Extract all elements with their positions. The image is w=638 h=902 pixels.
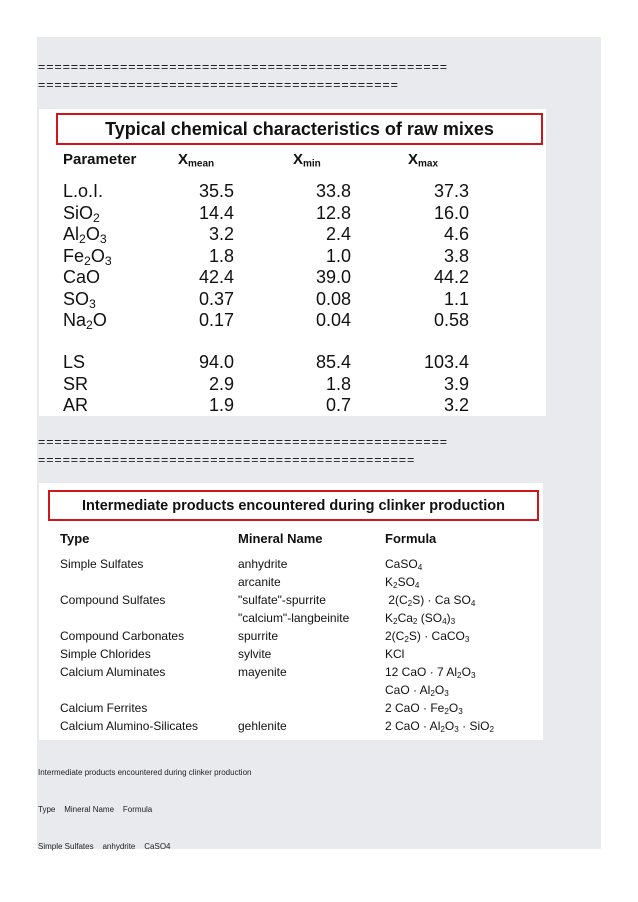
mean-value-cell: 42.4 [198,267,234,287]
header-x-min: $X_{min}$ [293,151,321,170]
max-value-cell: 0.58 [433,310,469,330]
header-parameter: Parameter [63,151,137,168]
header-type: Type [60,531,90,546]
parameter-cell: SR [63,374,89,394]
separator-line: ============================================== [38,453,416,467]
formula-cell: $2(C_2S) \cdot Ca$ $SO_4$ [385,593,476,609]
min-value-cell: 1.0 [325,246,351,266]
mean-value-cell: 1.8 [208,246,234,266]
mean-value-cell: 94.0 [198,352,234,372]
header-x-max: $X_{max}$ [408,151,439,170]
parameter-cell: LS [63,352,86,372]
max-value-cell: 16.0 [433,203,469,223]
document-page [37,37,601,849]
header-formula: Formula [385,531,437,546]
min-value-cell: 12.8 [315,203,351,223]
min-value-cell: 85.4 [315,352,351,372]
min-value-cell: 0.08 [315,289,351,309]
mean-value-cell: 3.2 [208,224,234,244]
intermediate-products-table-title: Intermediate products encountered during clinker production [48,490,539,521]
formula-cell: $K_2Ca_2$ $(SO_4)_3$ [385,611,456,627]
formula-cell: CaO · $Al_2O_3$ [385,683,449,699]
max-value-cell: 44.2 [433,267,469,287]
separator-line: ================================================== [38,435,448,449]
text-line: Intermediate products encountered during clinker production [38,768,252,777]
type-cell: Simple Chlorides [60,647,151,661]
mean-value-cell: 35.5 [198,181,234,201]
parameter-cell: $SO_3$ [63,289,96,312]
min-value-cell: 1.8 [325,374,351,394]
min-value-cell: 2.4 [325,224,351,244]
min-value-cell: 0.7 [325,395,351,415]
parameter-cell: $Fe_2O_3$ [63,246,112,269]
min-value-cell: 39.0 [315,267,351,287]
parameter-cell: L.o.I. [63,181,104,201]
raw-mix-table-image [39,109,546,416]
mineral-cell: spurrite [238,629,279,643]
text-line: Simple Sulfates anhydrite CaSO4 [38,842,171,851]
mean-value-cell: 2.9 [208,374,234,394]
mean-value-cell: 14.4 [198,203,234,223]
parameter-cell: AR [63,395,89,415]
formula-cell: 2 CaO · $Al_2O_3 \cdot SiO_2$ [385,719,495,735]
formula-cell: KCl [385,647,405,661]
type-cell: Compound Carbonates [60,629,185,643]
max-value-cell: 4.6 [443,224,469,244]
mineral-cell: arcanite [238,575,281,589]
formula-cell: $2(C_2S)$ · CaCO$_3$ [385,629,470,645]
intermediate-products-table-image [39,483,543,740]
type-cell: Compound Sulfates [60,593,166,607]
formula-cell: $K_2SO_4$ [385,575,420,591]
type-cell: Calcium Alumino-Silicates [60,719,199,733]
mineral-cell: anhydrite [238,557,288,571]
mean-value-cell: 0.37 [198,289,234,309]
parameter-cell: $Al_2O_3$ [63,224,107,247]
mineral-cell: gehlenite [238,719,287,733]
separator-line: ================================================== [38,60,448,74]
min-value-cell: 33.8 [315,181,351,201]
mean-value-cell: 0.17 [198,310,234,330]
mineral-cell: mayenite [238,665,287,679]
header-x-mean: $X_{mean}$ [178,151,215,170]
max-value-cell: 103.4 [423,352,469,372]
text-line: Type Mineral Name Formula [38,805,153,814]
type-cell: Calcium Ferrites [60,701,148,715]
mean-value-cell: 1.9 [208,395,234,415]
header-mineral-name: Mineral Name [238,531,323,546]
separator-line: ============================================ [38,78,399,92]
max-value-cell: 3.9 [443,374,469,394]
mineral-cell: sylvite [238,647,272,661]
parameter-cell: SiO$_2$ [63,203,100,226]
type-cell: Calcium Aluminates [60,665,166,679]
max-value-cell: 3.2 [443,395,469,415]
min-value-cell: 0.04 [315,310,351,330]
formula-cell: 12 CaO · 7 $Al_2O_3$ [385,665,476,681]
max-value-cell: 3.8 [443,246,469,266]
type-cell: Simple Sulfates [60,557,144,571]
formula-cell: 2 CaO · $Fe_2O_3$ [385,701,463,717]
max-value-cell: 1.1 [443,289,469,309]
formula-cell: CaSO$_4$ [385,557,423,573]
mineral-cell: "sulfate"-spurrite [238,593,326,607]
mineral-cell: "calcium"-langbeinite [238,611,350,625]
max-value-cell: 37.3 [433,181,469,201]
raw-mix-table-title: Typical chemical characteristics of raw mixes [56,113,543,145]
parameter-cell: $Na_2O$ [63,310,107,333]
parameter-cell: CaO [63,267,101,287]
